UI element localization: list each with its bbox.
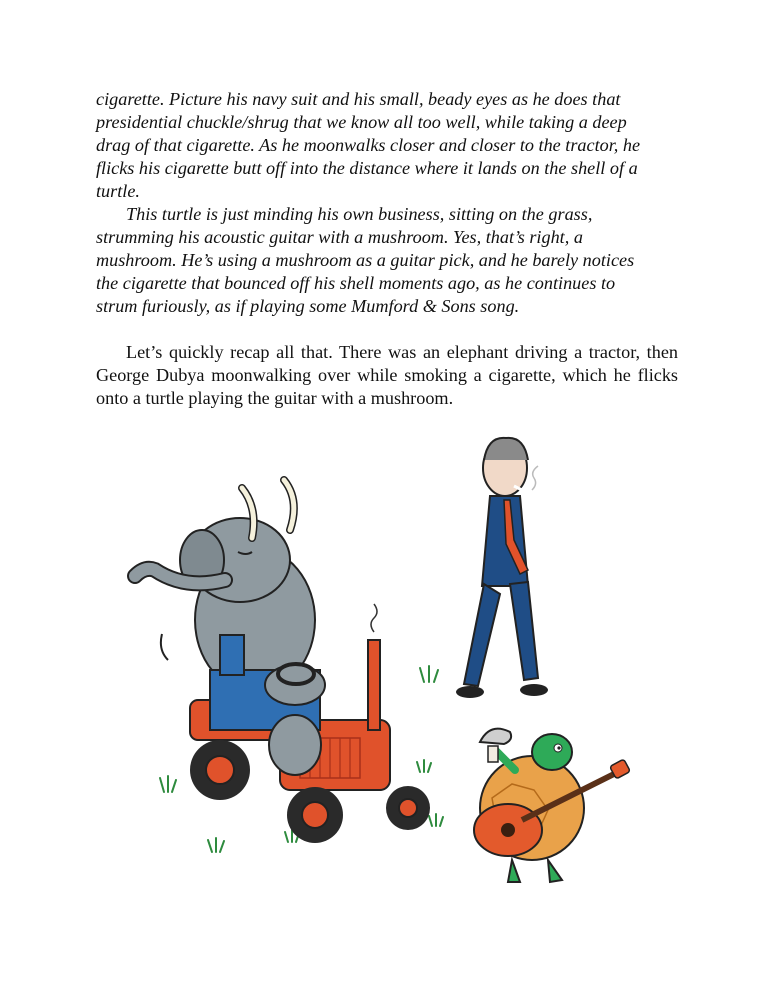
paragraph-recap: Let’s quickly recap all that. There was an elephant driving a tractor, then George Dubya moonwalking over while smoking a cigarette, which he flicks onto a turtle playing the guitar with a mushroom. bbox=[96, 342, 678, 408]
turtle-drawing bbox=[474, 729, 630, 882]
text-line: This turtle is just minding his own business, sitting on the grass, bbox=[126, 204, 593, 224]
cartoon-illustration bbox=[120, 420, 660, 900]
text-line: strumming his acoustic guitar with a mushroom. Yes, that’s right, a bbox=[96, 227, 583, 247]
text-line: drag of that cigarette. As he moonwalks closer and closer to the tractor, he bbox=[96, 135, 641, 155]
paragraph-continuation bbox=[96, 88, 678, 203]
text-line: strum furiously, as if playing some Mumford & Sons song. bbox=[96, 296, 520, 316]
text-line: presidential chuckle/shrug that we know all too well, while taking a deep bbox=[96, 112, 627, 132]
man-in-suit-drawing bbox=[456, 438, 548, 698]
text-line: turtle. bbox=[96, 181, 140, 201]
elephant-drawing bbox=[135, 480, 325, 775]
text-line: the cigarette that bounced off his shell moments ago, as he continues to bbox=[96, 273, 616, 293]
page-text bbox=[96, 88, 678, 410]
text-line: flicks his cigarette butt off into the distance where it lands on the shell of a bbox=[96, 158, 638, 178]
paragraph-turtle bbox=[96, 203, 678, 318]
text-line: mushroom. He’s using a mushroom as a guitar pick, and he barely notices bbox=[96, 250, 635, 270]
text-line: cigarette. Picture his navy suit and his small, beady eyes as he does that bbox=[96, 89, 621, 109]
